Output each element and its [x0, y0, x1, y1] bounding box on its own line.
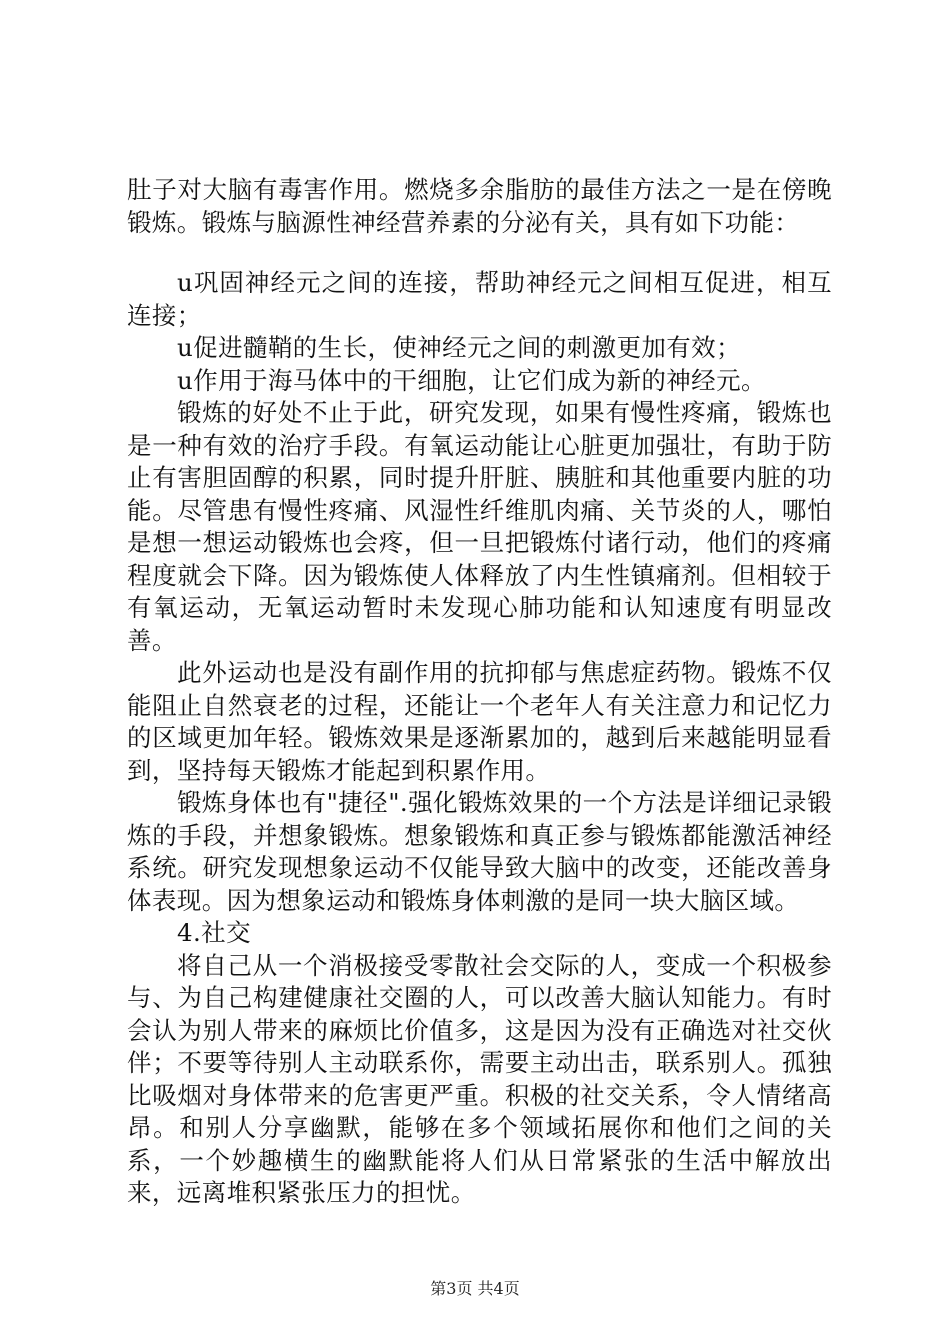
list-item-bullet-3: u作用于海马体中的干细胞，让它们成为新的神经元。	[177, 365, 766, 395]
paragraph-social: 将自己从一个消极接受零散社会交际的人，变成一个积极参与、为自己构建健康社交圈的人，可以改善大脑认知能力。有时会认为别人带来的麻烦比价值多，这是因为没有正确选对社交伙伴；不要等待别人主动联系你，需要主动出击，联系别人。孤独比吸烟对身体带来的危害更严重。积极的社交关系，令人情绪高昂。和别人分享幽默，能够在多个领域拓展你和他们之间的关系，一个妙趣横生的幽默能将人们从日常紧张的生活中解放出来，远离堆积紧张压力的担忧。	[127, 950, 832, 1207]
paragraph-intro: 肚子对大脑有毒害作用。燃烧多余脂肪的最佳方法之一是在傍晚锻炼。锻炼与脑源性神经营养素的分泌有关，具有如下功能：	[127, 175, 832, 237]
paragraph-antidepressant: 此外运动也是没有副作用的抗抑郁与焦虑症药物。锻炼不仅能阻止自然衰老的过程，还能让一个老年人有关注意力和记忆力的区域更加年轻。锻炼效果是逐渐累加的，越到后来越能明显看到，坚持每天锻炼才能起到积累作用。	[127, 658, 832, 785]
list-item-bullet-1: u巩固神经元之间的连接，帮助神经元之间相互促进，相互连接；	[127, 268, 832, 330]
list-item-bullet-2: u促进髓鞘的生长，使神经元之间的刺激更加有效；	[177, 333, 741, 362]
page-footer: 第3页 共4页	[430, 1279, 520, 1298]
document-body	[127, 174, 832, 1210]
paragraph-exercise-benefits: 锻炼的好处不止于此，研究发现，如果有慢性疼痛，锻炼也是一种有效的治疗手段。有氧运动能让心脏更加强壮，有助于防止有害胆固醇的积累，同时提升肝脏、胰脏和其他重要内脏的功能。尽管患有慢性疼痛、风湿性纤维肌肉痛、关节炎的人，哪怕是想一想运动锻炼也会疼，但一旦把锻炼付诸行动，他们的疼痛程度就会下降。因为锻炼使人体释放了内生性镇痛剂。但相较于有氧运动，无氧运动暂时未发现心肺功能和认知速度有明显改善。	[127, 398, 832, 655]
section-heading-social: 4.社交	[177, 918, 251, 947]
paragraph-gap	[127, 239, 832, 267]
paragraph-shortcut: 锻炼身体也有"捷径".强化锻炼效果的一个方法是详细记录锻炼的手段，并想象锻炼。想象锻炼和真正参与锻炼都能激活神经系统。研究发现想象运动不仅能导致大脑中的改变，还能改善身体表现。因为想象运动和锻炼身体刺激的是同一块大脑区域。	[127, 788, 832, 915]
